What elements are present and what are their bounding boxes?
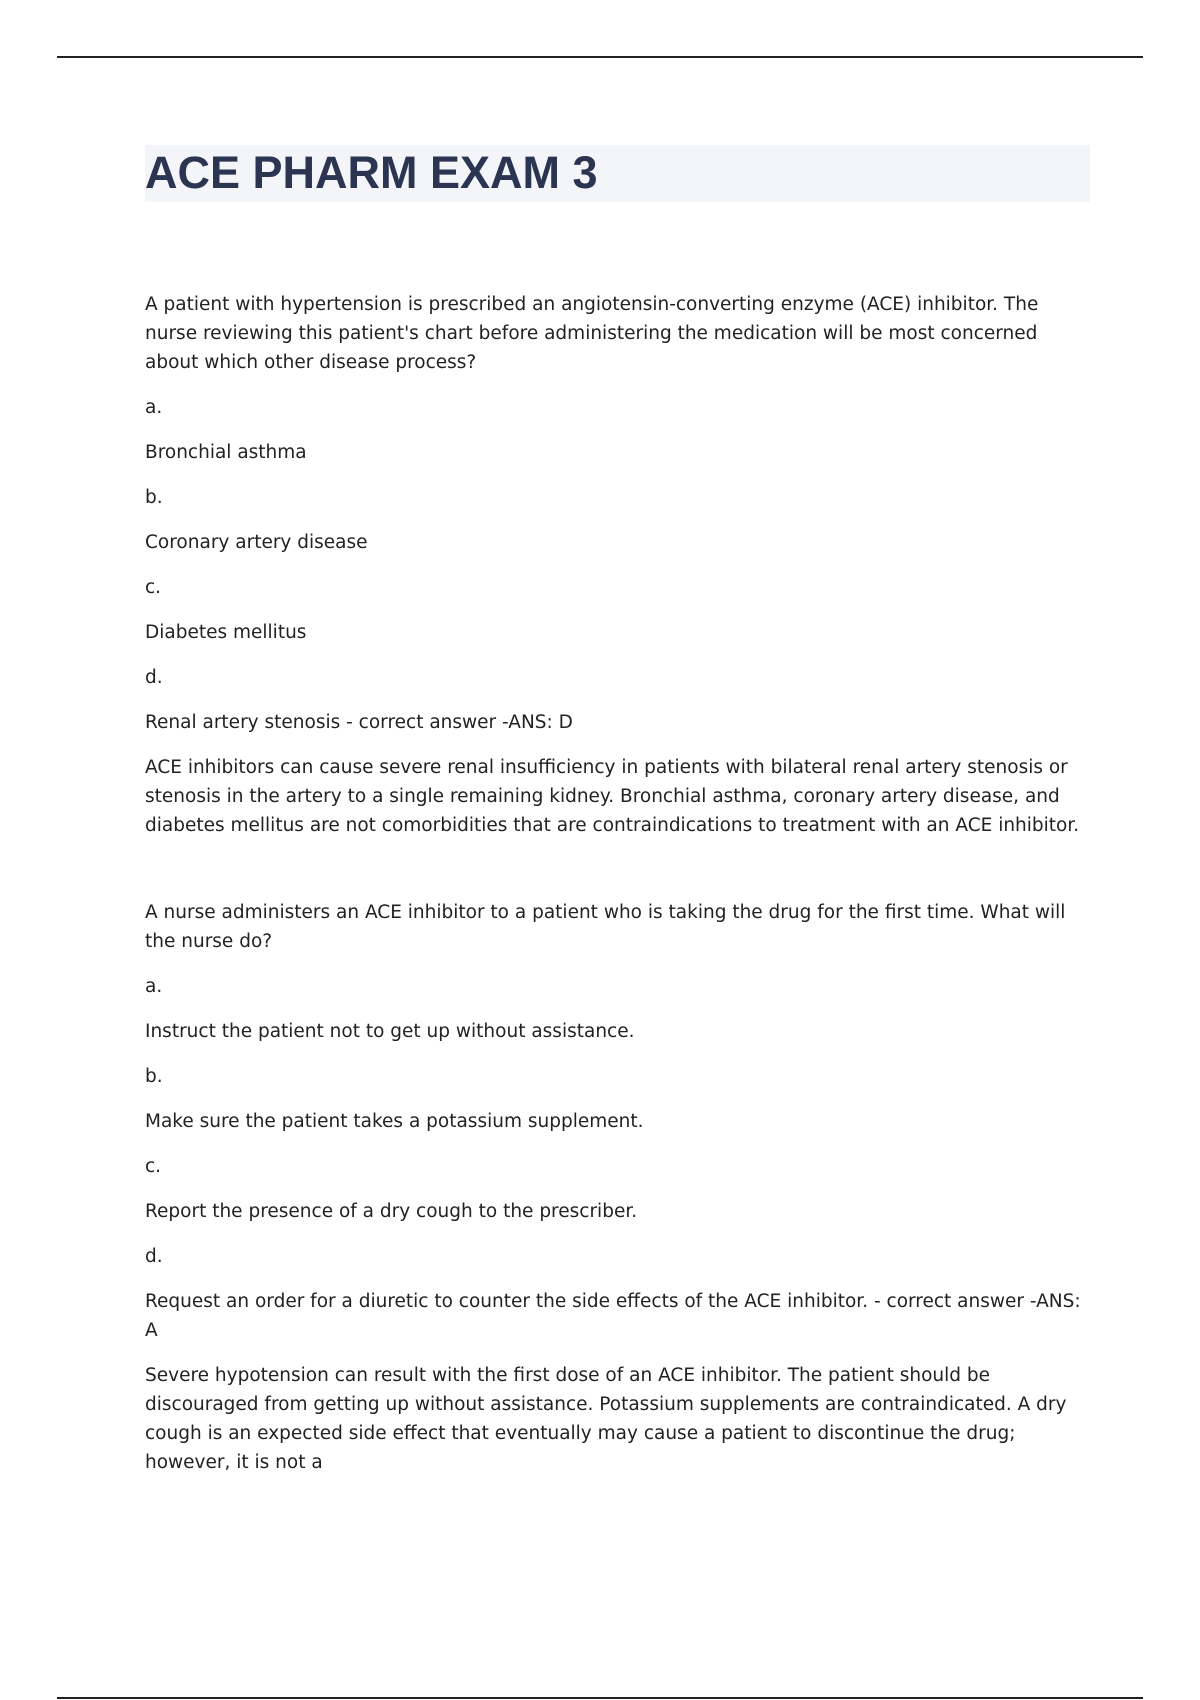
option-letter: b. xyxy=(145,487,163,508)
answer-rationale: Severe hypotension can result with the first dose of an ACE inhibitor. The patient should be discouraged from getting up without assistance. Potassium supplements are contraindicated. A dry cough is an expected side effect that eventually may cause a patient to discontinue the drug; however, it is not a xyxy=(145,1365,1067,1473)
option-letter: c. xyxy=(145,1156,162,1177)
option-letter: d. xyxy=(145,1246,163,1267)
option-text: Diabetes mellitus xyxy=(145,622,307,643)
question-1 xyxy=(145,290,1090,840)
option-text: Instruct the patient not to get up without assistance. xyxy=(145,1021,635,1042)
option-text: Make sure the patient takes a potassium supplement. xyxy=(145,1111,644,1132)
document-body xyxy=(145,290,1090,1477)
option-letter: c. xyxy=(145,577,162,598)
option-letter: d. xyxy=(145,667,163,688)
top-rule xyxy=(57,56,1143,58)
bottom-rule xyxy=(57,1697,1143,1699)
question-stem: A patient with hypertension is prescribed an angiotensin-converting enzyme (ACE) inhibitor. The nurse reviewing this patient's chart before administering the medication will be most concerned about which other disease process? xyxy=(145,294,1039,373)
option-letter: a. xyxy=(145,976,163,997)
option-letter: b. xyxy=(145,1066,163,1087)
answer-rationale: ACE inhibitors can cause severe renal insufficiency in patients with bilateral renal artery stenosis or stenosis in the artery to a single remaining kidney. Bronchial asthma, coronary artery disease, and diabetes mellitus are not comorbidities that are contraindications to treatment with an ACE inhibitor. xyxy=(145,757,1080,836)
question-stem: A nurse administers an ACE inhibitor to a patient who is taking the drug for the first time. What will the nurse do? xyxy=(145,902,1066,952)
option-text-with-answer: Renal artery stenosis - correct answer -ANS: D xyxy=(145,712,573,733)
document-title: ACE PHARM EXAM 3 xyxy=(145,147,598,198)
question-2 xyxy=(145,898,1090,1477)
option-text-with-answer: Request an order for a diuretic to counter the side effects of the ACE inhibitor. - correct answer -ANS: A xyxy=(145,1291,1081,1341)
option-text: Coronary artery disease xyxy=(145,532,368,553)
option-text: Report the presence of a dry cough to the prescriber. xyxy=(145,1201,638,1222)
option-text: Bronchial asthma xyxy=(145,442,307,463)
option-letter: a. xyxy=(145,397,163,418)
